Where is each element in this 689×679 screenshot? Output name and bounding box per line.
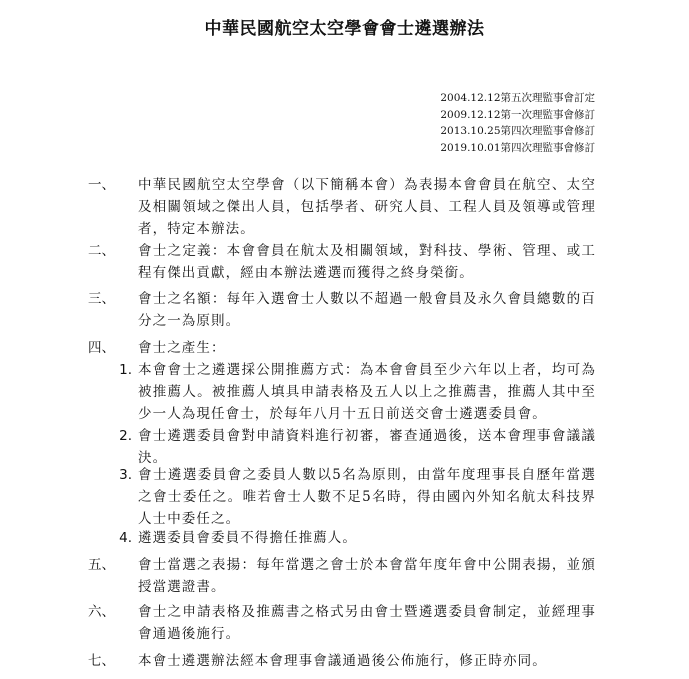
clause-text: 會士之申請表格及推薦書之格式另由會士暨遴選委員會制定，並經理事會通過後施行。 — [138, 604, 596, 642]
revision-line: 2013.10.25第四次理監事會修訂 — [440, 125, 595, 137]
revision-line: 2004.12.12第五次理監事會訂定 — [440, 92, 595, 104]
subitem-number: 3. — [119, 467, 132, 483]
clause-number: 六、 — [88, 604, 115, 620]
clause-number: 一、 — [88, 177, 115, 193]
subitem-text: 會士遴選委員會對申請資料進行初審，審查通過後，送本會理事會議議決。 — [138, 428, 596, 466]
clause-text: 會士之定義：本會會員在航太及相關領域，對科技、學術、管理、或工程有傑出貢獻，經由本辦法遴選而獲得之終身榮銜。 — [138, 243, 596, 281]
clause-text: 中華民國航空太空學會（以下簡稱本會）為表揚本會會員在航空、太空及相關領域之傑出人員，包括學者、研究人員、工程人員及領導或管理者，特定本辦法。 — [138, 177, 596, 237]
clause-text: 本會士遴選辦法經本會理事會議通過後公佈施行，修正時亦同。 — [138, 653, 547, 669]
clause-text: 會士之名額：每年入選會士人數以不超過一般會員及永久會員總數的百分之一為原則。 — [138, 291, 596, 329]
subitem-text: 會士遴選委員會之委員人數以5名為原則，由當年度理事長自歷年當選之會士委任之。唯若會士人數不足5名時，得由國內外知名航太科技界人士中委任之。 — [138, 467, 596, 527]
clause-number: 四、 — [88, 340, 115, 356]
clause-number: 七、 — [88, 653, 115, 669]
clause-number: 五、 — [88, 557, 115, 573]
document-title: 中華民國航空太空學會會士遴選辦法 — [204, 19, 485, 39]
clause-number: 二、 — [88, 243, 115, 259]
revision-line: 2019.10.01第四次理監事會修訂 — [440, 141, 595, 154]
revision-line: 2009.12.12第一次理監事會修訂 — [440, 108, 595, 121]
clause-text: 會士當選之表揚：每年當選之會士於本會當年度年會中公開表揚，並頒授當選證書。 — [138, 557, 596, 595]
subitem-text: 遴選委員會委員不得擔任推薦人。 — [138, 530, 357, 546]
subitem-number: 2. — [119, 428, 132, 444]
subitem-number: 1. — [119, 362, 132, 378]
subitem-number: 4. — [119, 530, 132, 546]
clause-number: 三、 — [88, 291, 115, 307]
subitem-text: 本會會士之遴選採公開推薦方式：為本會會員至少六年以上者，均可為被推薦人。被推薦人填具申請表格及五人以上之推薦書，推薦人其中至少一人為現任會士，於每年八月十五日前送交會士遴選委員會。 — [138, 362, 596, 422]
revision-history — [440, 90, 595, 156]
clause-text: 會士之產生： — [138, 340, 226, 356]
